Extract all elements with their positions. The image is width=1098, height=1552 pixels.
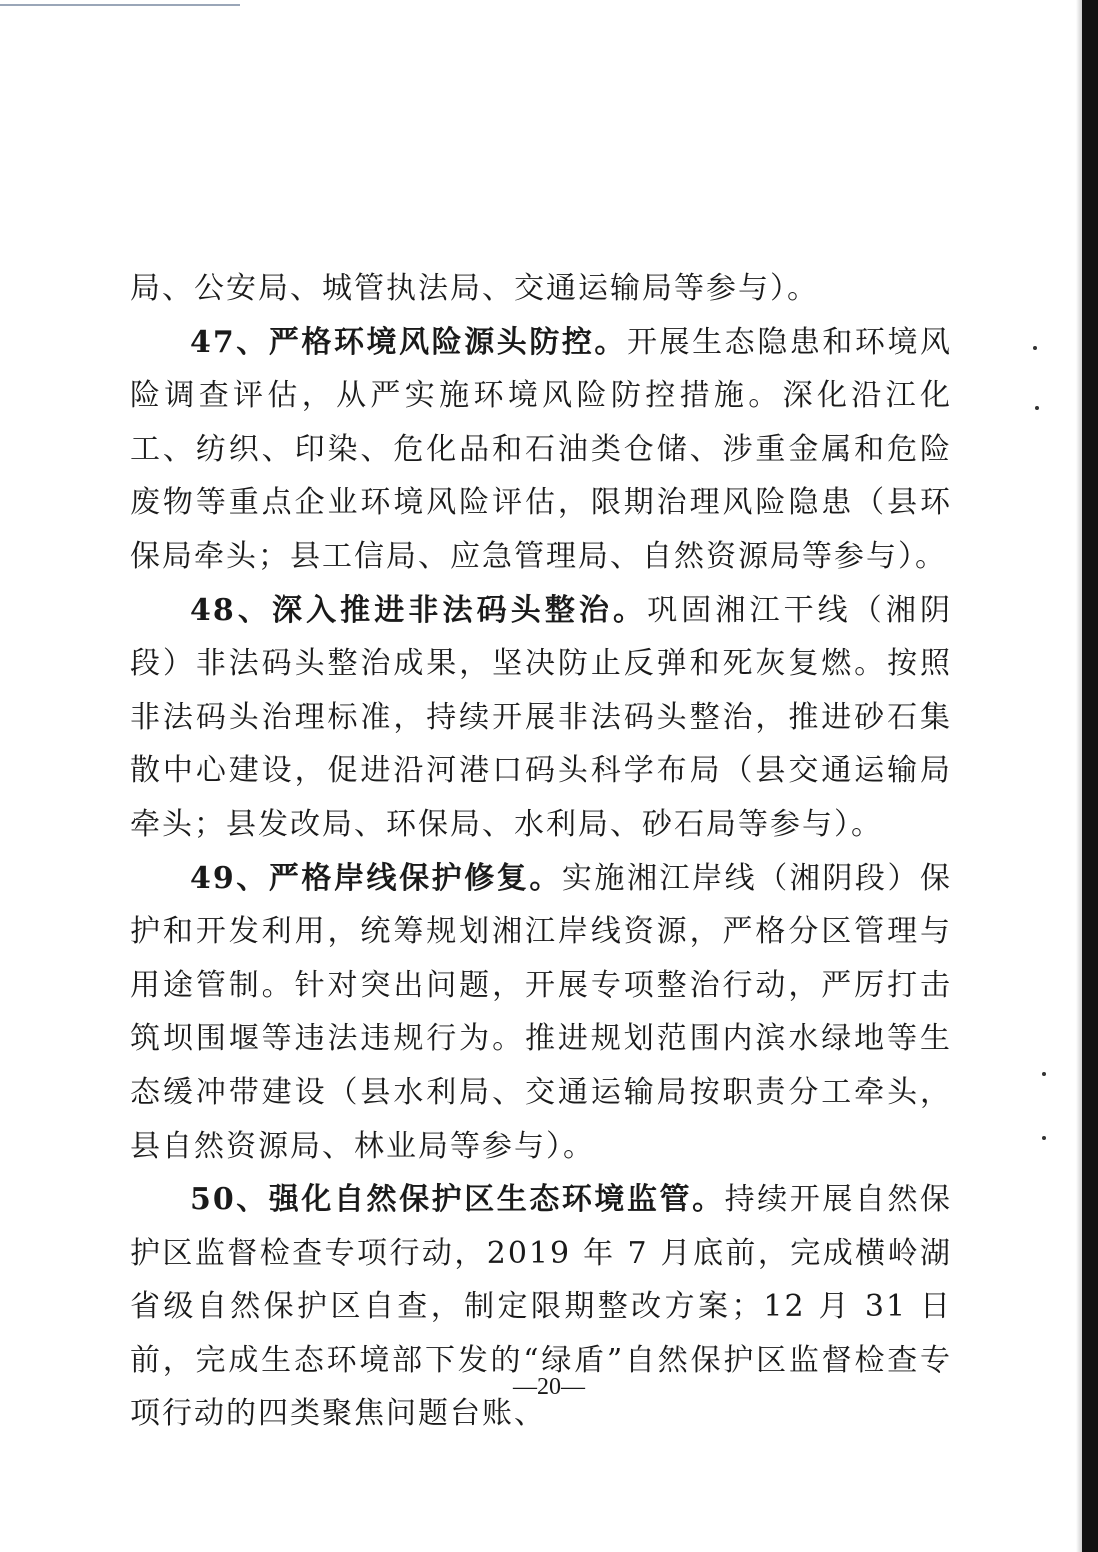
paragraph-text: 开展生态隐患和环境风险调查评估，从严实施环境风险防控措施。深化沿江化工、纺织、印染、危化品和石油类仓储、涉重金属和危险废物等重点企业环境风险评估，限期治理风险隐患（县环保局牵头；县工信局、应急管理局、自然资源局等参与）。 xyxy=(130,324,953,574)
scan-right-edge xyxy=(1082,0,1098,1552)
scan-speck xyxy=(1035,406,1039,410)
paragraph-continuation xyxy=(130,262,952,316)
paragraph-text: 实施湘江岸线（湘阴段）保护和开发利用，统筹规划湘江岸线资源，严格分区管理与用途管制。针对突出问题，开展专项整治行动，严厉打击筑坝围堰等违法违规行为。推进规划范围内滨水绿地等生态缓冲带建设（县水利局、交通运输局按职责分工牵头，县自然资源局、林业局等参与）。 xyxy=(130,860,952,1164)
scan-speck xyxy=(1042,1136,1046,1140)
scan-top-line xyxy=(0,4,240,6)
scan-speck xyxy=(1042,1072,1046,1076)
document-body xyxy=(130,262,952,1441)
paragraph-heading: 48、深入推进非法码头整治。 xyxy=(190,592,648,628)
paragraph-text: 巩固湘江干线（湘阴段）非法码头整治成果，坚决防止反弹和死灰复燃。按照非法码头治理标准，持续开展非法码头整治，推进砂石集散中心建设，促进沿河港口码头科学布局（县交通运输局牵头；县发改局、环保局、水利局、砂石局等参与）。 xyxy=(130,592,952,842)
page-number: —20— xyxy=(513,1374,585,1400)
paragraph-heading: 50、强化自然保护区生态环境监管。 xyxy=(190,1182,725,1218)
paragraph-text: 局、公安局、城管执法局、交通运输局等参与）。 xyxy=(130,271,819,306)
paragraph-48 xyxy=(130,584,952,852)
paragraph-heading: 49、严格岸线保护修复。 xyxy=(190,860,562,896)
scan-speck xyxy=(1033,346,1037,350)
paragraph-text: 持续开展自然保护区监督检查专项行动，2019 年 7 月底前，完成横岭湖省级自然保护区自查，制定限期整改方案；12 月 31 日前，完成生态环境部下发的“绿盾”自然保护区监督检查专项行动的四类聚焦问题台账、 xyxy=(130,1182,953,1432)
paragraph-49 xyxy=(130,852,952,1174)
paragraph-47 xyxy=(130,316,952,584)
paragraph-heading: 47、严格环境风险源头防控。 xyxy=(190,324,627,360)
